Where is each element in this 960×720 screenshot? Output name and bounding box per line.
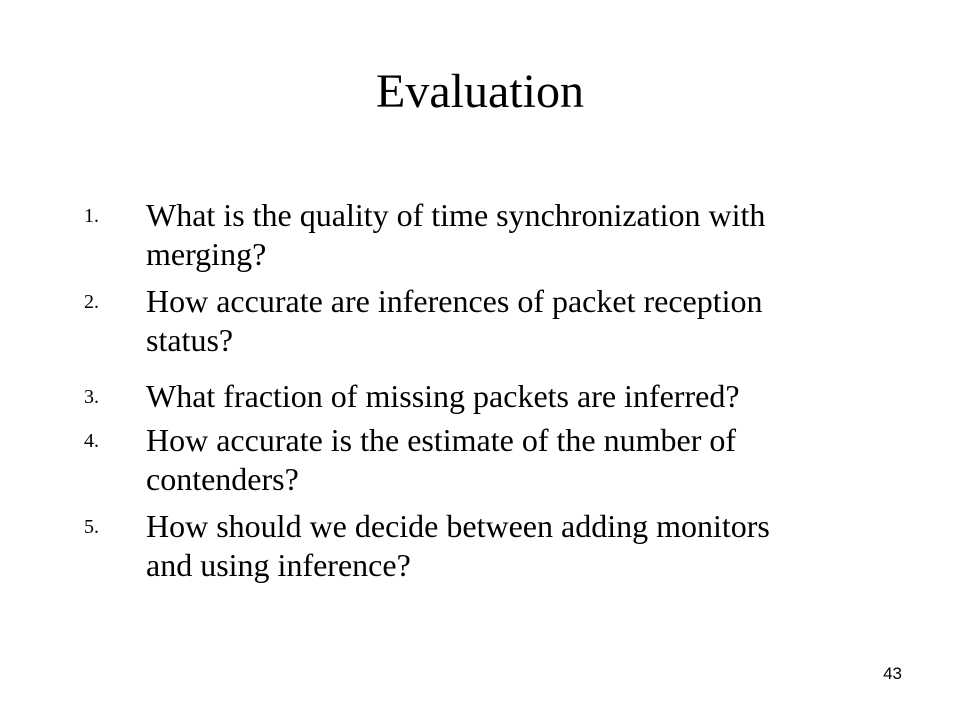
item-text-line: What fraction of missing packets are inferred? — [146, 378, 740, 414]
item-number: 3. — [84, 386, 99, 408]
item-text — [146, 196, 886, 274]
item-number: 5. — [84, 516, 99, 538]
item-text-line: What is the quality of time synchronization with — [146, 197, 766, 233]
item-text — [146, 507, 886, 585]
item-number: 1. — [84, 205, 99, 227]
item-number: 2. — [84, 291, 99, 313]
item-text — [146, 282, 886, 360]
item-text-line: contenders? — [146, 461, 299, 497]
item-text-line: status? — [146, 322, 234, 358]
item-text — [146, 421, 886, 499]
item-text-line: How should we decide between adding monitors — [146, 508, 770, 544]
item-text-line: and using inference? — [146, 547, 411, 583]
item-text-line: How accurate is the estimate of the number of — [146, 422, 736, 458]
item-text — [146, 377, 886, 416]
item-number: 4. — [84, 430, 99, 452]
slide-title: Evaluation — [376, 65, 584, 118]
slide-number: 43 — [883, 664, 902, 683]
item-text-line: merging? — [146, 236, 267, 272]
item-text-line: How accurate are inferences of packet reception — [146, 283, 763, 319]
